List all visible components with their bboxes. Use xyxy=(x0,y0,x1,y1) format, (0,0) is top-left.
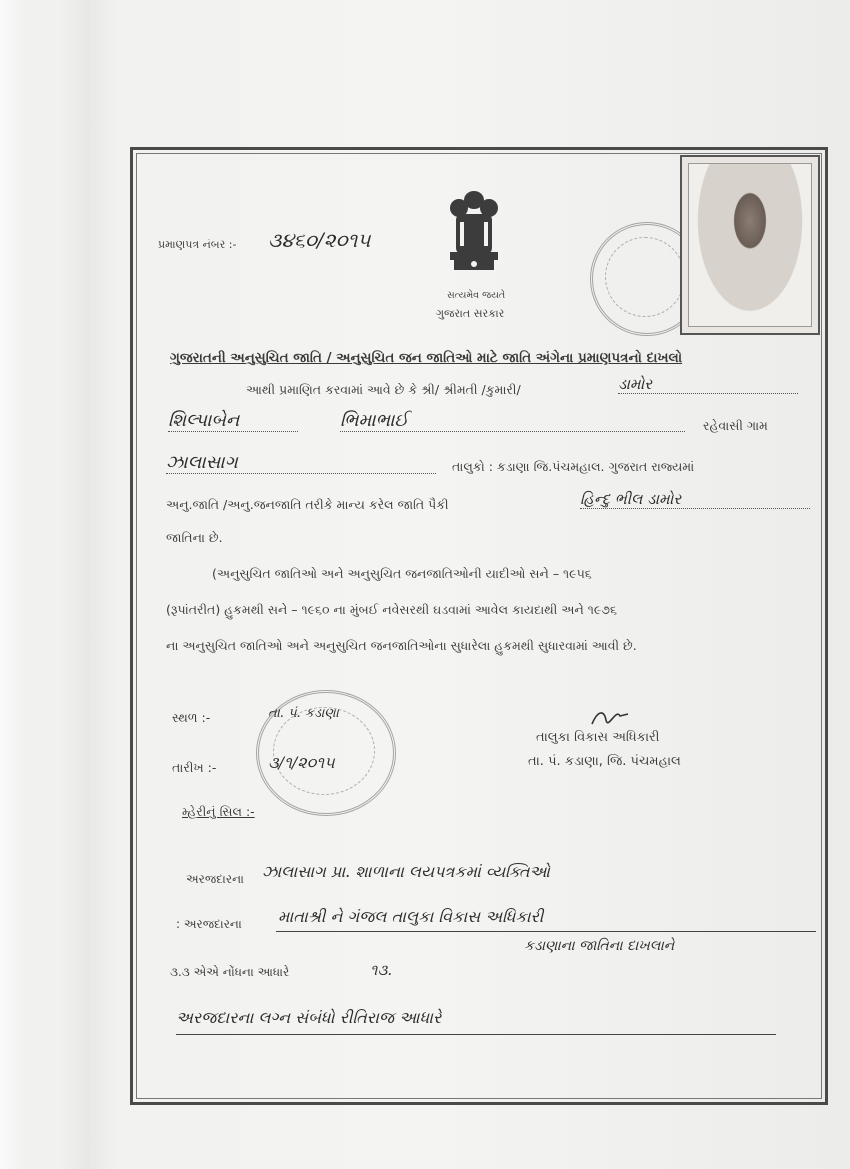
caste-prefix: અનુ.જાતિ /અનુ.જનજાતિ તરીકે માન્ય કરેલ જાતિ પૈકી xyxy=(166,497,449,512)
note2-underline xyxy=(276,931,816,932)
note4-underline xyxy=(176,1034,776,1035)
official-round-stamp xyxy=(256,690,396,816)
applicant-photo xyxy=(680,155,820,335)
law-paragraph-line1: (અનુસુચિત જાતિઓ અને અનુસુચિત જનજાતિઓની યાદીઓ સને – ૧૯૫૬ xyxy=(212,566,592,581)
note4-text: અરજદારના લગ્ન સંબંધો રીતિરાજ આધારે xyxy=(176,1008,442,1027)
certificate-number-value: ૩૪૬૦/૨૦૧૫ xyxy=(268,228,371,252)
note2-text: માતાશ્રી ને ગંજલ તાલુકા વિકાસ અધિકારી xyxy=(278,907,544,926)
resident-label: રહેવાસી ગામ xyxy=(703,418,768,433)
certificate-number-label: પ્રમાણપત્ર નંબર :- xyxy=(158,238,237,251)
note2-label: : અરજદારના xyxy=(176,917,242,931)
place-value: તા. પં. કડાણા xyxy=(268,706,339,721)
officer-office: તા. પં. કડાણા, જિ. પંચમહાલ xyxy=(528,754,681,769)
national-emblem-icon xyxy=(434,186,514,286)
emblem-government: ગુજરાત સરકાર xyxy=(436,307,505,320)
law-paragraph-line3: ના અનુસુચિત જાતિઓ અને અનુસુચિત જનજાતિઓના સુધારેલા હુકમથી સુધારવામાં આવી છે. xyxy=(166,638,637,653)
law-paragraph-line2: (રૂપાંતરીત) હુકમથી સને – ૧૯૬૦ ના મુંબઈ નવેસરથી ઘડવામાં આવેલ કાયદાથી અને ૧૯૭૬ xyxy=(166,602,617,617)
date-label: તારીખ :- xyxy=(172,760,217,775)
place-label: સ્થળ :- xyxy=(172,710,211,725)
photo-portrait xyxy=(688,163,812,327)
note2-sub: કડાણાના જાતિના દાખલાને xyxy=(524,938,675,954)
village-value: ઝાલાસાગ xyxy=(166,452,436,474)
seal-label: મ્હેરીનું સિલ :- xyxy=(182,804,255,819)
note3-value: ૧૩. xyxy=(370,961,393,979)
emblem-motto: સત્યમેવ જયતે xyxy=(447,290,506,301)
date-value: ૩/૧/૨૦૧૫ xyxy=(268,753,335,772)
caste-value: હિન્દુ ભીલ ડામોર xyxy=(580,490,810,509)
scan-fold-shadow xyxy=(58,0,118,1169)
taluka-text: તાલુકો : કડાણા જિ.પંચમહાલ. ગુજરાત રાજ્યમાં xyxy=(452,459,695,474)
note1-label: અરજદારના xyxy=(186,872,244,886)
officer-title: તાલુકા વિકાસ અધિકારી xyxy=(536,730,660,745)
first-name-value: શિલ્પાબેન xyxy=(168,410,298,432)
father-name-value: ભિમાભાઈ xyxy=(340,410,685,432)
surname-value: ડામોર xyxy=(618,375,798,394)
officer-signature-icon xyxy=(590,706,630,728)
note3-label: ૩.૩ એએ નોંધના આધારે xyxy=(170,965,290,979)
note1-text: ઝાલાસાગ પ્રા. શાળાના લયપત્રકમાં વ્યક્તિઓ xyxy=(262,862,550,881)
certify-line-prefix: આથી પ્રમાણિત કરવામાં આવે છે કે શ્રી/ શ્રીમતી /કુમારી/ xyxy=(246,382,521,397)
certificate-heading: ગુજરાતની અનુસુચિત જાતિ / અનુસુચિત જન જાતિઓ માટે જાતિ અંગેના પ્રમાણપત્રનો દાખલો xyxy=(170,350,683,366)
caste-suffix: જાતિના છે. xyxy=(166,530,223,545)
